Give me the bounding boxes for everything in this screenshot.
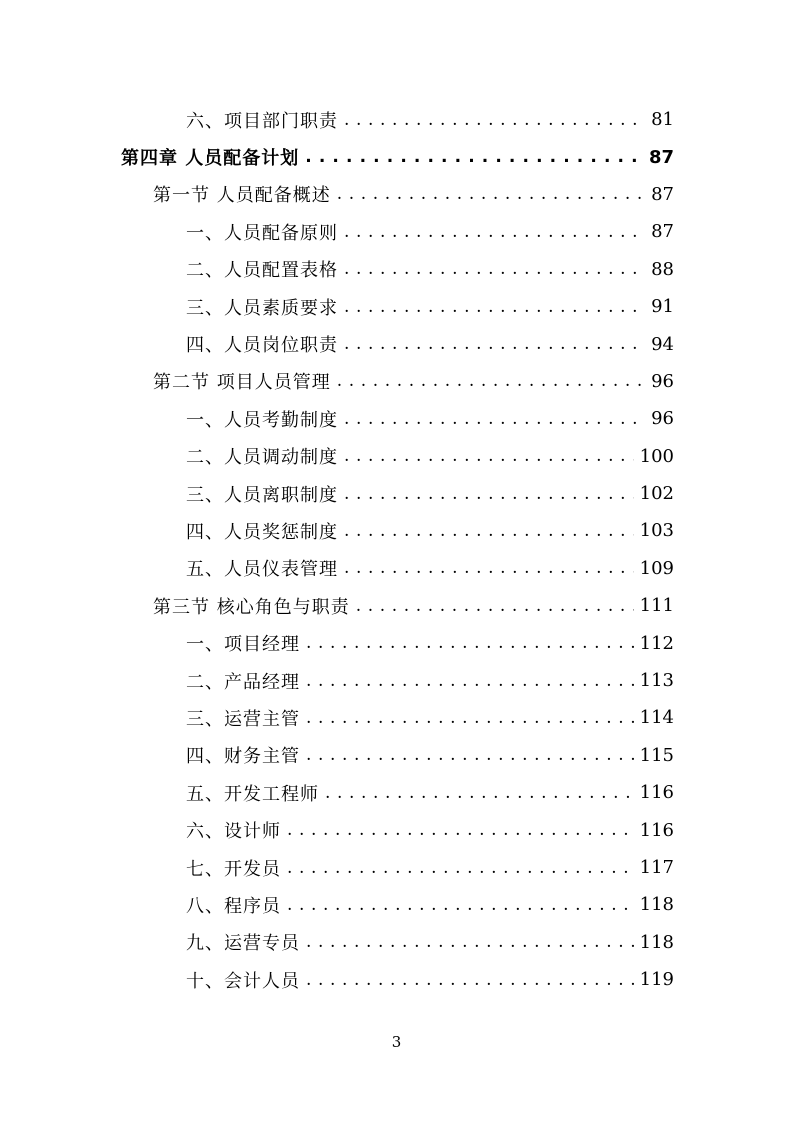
toc-entry[interactable]: [0, 475, 793, 512]
toc-entry[interactable]: [0, 699, 793, 736]
dot-leader: [306, 672, 634, 690]
toc-entry-page: 81: [651, 109, 674, 131]
toc-entry-page: 113: [639, 670, 674, 692]
toc-entry[interactable]: [0, 325, 793, 362]
dot-leader: [344, 410, 645, 428]
toc-entry-title: 八、程序员: [186, 895, 281, 917]
toc-entry-title: 一、人员配备原则: [186, 222, 338, 244]
toc-entry[interactable]: [0, 961, 793, 998]
dot-leader: [356, 597, 634, 615]
dot-leader: [306, 971, 634, 989]
toc-entry-page: 114: [639, 707, 674, 729]
toc-entry-title: 六、设计师: [186, 821, 281, 843]
toc-entry[interactable]: [0, 213, 793, 250]
toc-entry[interactable]: [0, 438, 793, 475]
toc-section-title: 第二节 项目人员管理: [153, 372, 331, 394]
page-number: 3: [391, 1033, 402, 1051]
dot-leader: [344, 447, 634, 465]
toc-section-entry[interactable]: [0, 176, 793, 213]
dot-leader: [287, 821, 634, 839]
toc-entry-page: 116: [639, 782, 674, 804]
dot-leader: [325, 784, 634, 802]
toc-entry-title: 三、人员素质要求: [186, 297, 338, 319]
toc-entry-page: 117: [639, 857, 674, 878]
toc-entry-page: 87: [651, 221, 674, 243]
toc-entry[interactable]: [0, 774, 793, 811]
toc-entry[interactable]: [0, 624, 793, 661]
toc-entry-title: 十、会计人员: [186, 970, 300, 992]
toc-entry-page: 112: [639, 632, 674, 654]
toc-entry[interactable]: [0, 400, 793, 437]
toc-entry[interactable]: [0, 550, 793, 587]
toc-entry-title: 五、开发工程师: [186, 783, 319, 805]
toc-entry-title: 七、开发员: [186, 858, 281, 880]
toc-entry[interactable]: [0, 251, 793, 288]
toc-entry-page: 102: [639, 483, 674, 505]
toc-entry-page: 96: [651, 370, 674, 392]
toc-entry-title: 一、人员考勤制度: [186, 409, 338, 431]
toc-entry-page: 87: [651, 183, 674, 205]
toc-entry[interactable]: [0, 886, 793, 923]
toc-section-entry[interactable]: [0, 363, 793, 400]
table-of-contents: [0, 101, 793, 998]
dot-leader: [344, 485, 634, 503]
toc-entry-title: 四、人员奖惩制度: [186, 521, 338, 543]
dot-leader: [344, 298, 645, 316]
toc-entry-page: 87: [648, 146, 674, 168]
dot-leader: [306, 634, 634, 652]
toc-entry-page: 103: [639, 520, 674, 542]
dot-leader: [344, 335, 645, 353]
toc-entry-page: 118: [639, 894, 674, 916]
toc-entry-title: 九、运营专员: [186, 933, 300, 955]
toc-entry[interactable]: [0, 662, 793, 699]
toc-chapter-entry[interactable]: [0, 138, 793, 175]
dot-leader: [344, 260, 645, 278]
dot-leader: [306, 709, 634, 727]
toc-entry-page: 109: [639, 557, 674, 579]
toc-entry[interactable]: [0, 849, 793, 886]
toc-entry-title: 二、人员配置表格: [186, 260, 338, 282]
toc-entry-page: 116: [639, 819, 674, 841]
toc-entry[interactable]: [0, 737, 793, 774]
toc-entry[interactable]: [0, 924, 793, 961]
dot-leader: [287, 859, 634, 877]
dot-leader: [287, 896, 634, 914]
toc-entry-page: 119: [639, 969, 674, 991]
toc-entry-title: 二、产品经理: [186, 671, 300, 693]
toc-section-title: 第三节 核心角色与职责: [153, 596, 350, 618]
toc-entry[interactable]: [0, 101, 793, 138]
toc-entry-title: 四、人员岗位职责: [186, 335, 338, 357]
toc-entry-title: 三、人员离职制度: [186, 484, 338, 506]
dot-leader: [344, 111, 645, 129]
toc-entry-page: 115: [639, 744, 674, 766]
dot-leader: [306, 933, 634, 951]
dot-leader: [337, 372, 645, 390]
dot-leader: [306, 746, 634, 764]
toc-entry-page: 94: [651, 333, 674, 355]
toc-entry-title: 五、人员仪表管理: [186, 559, 338, 581]
toc-entry-title: 一、项目经理: [186, 634, 300, 656]
toc-entry[interactable]: [0, 288, 793, 325]
toc-entry[interactable]: [0, 512, 793, 549]
toc-entry-title: 二、人员调动制度: [186, 447, 338, 469]
toc-entry-page: 111: [639, 595, 674, 617]
toc-section-entry[interactable]: [0, 587, 793, 624]
dot-leader: [305, 148, 643, 166]
toc-entry-page: 96: [651, 408, 674, 430]
toc-entry-title: 三、运营主管: [186, 708, 300, 730]
toc-entry-title: 四、财务主管: [186, 746, 300, 768]
toc-entry[interactable]: [0, 811, 793, 848]
dot-leader: [344, 559, 634, 577]
toc-entry-title: 六、项目部门职责: [186, 110, 338, 132]
toc-section-title: 第一节 人员配备概述: [153, 185, 331, 207]
toc-entry-page: 88: [651, 258, 674, 280]
toc-entry-page: 118: [639, 931, 674, 953]
dot-leader: [344, 522, 634, 540]
dot-leader: [337, 185, 645, 203]
toc-entry-page: 100: [639, 445, 674, 467]
toc-entry-page: 91: [651, 296, 674, 318]
toc-chapter-title: 第四章 人员配备计划: [121, 148, 300, 170]
dot-leader: [344, 223, 645, 241]
